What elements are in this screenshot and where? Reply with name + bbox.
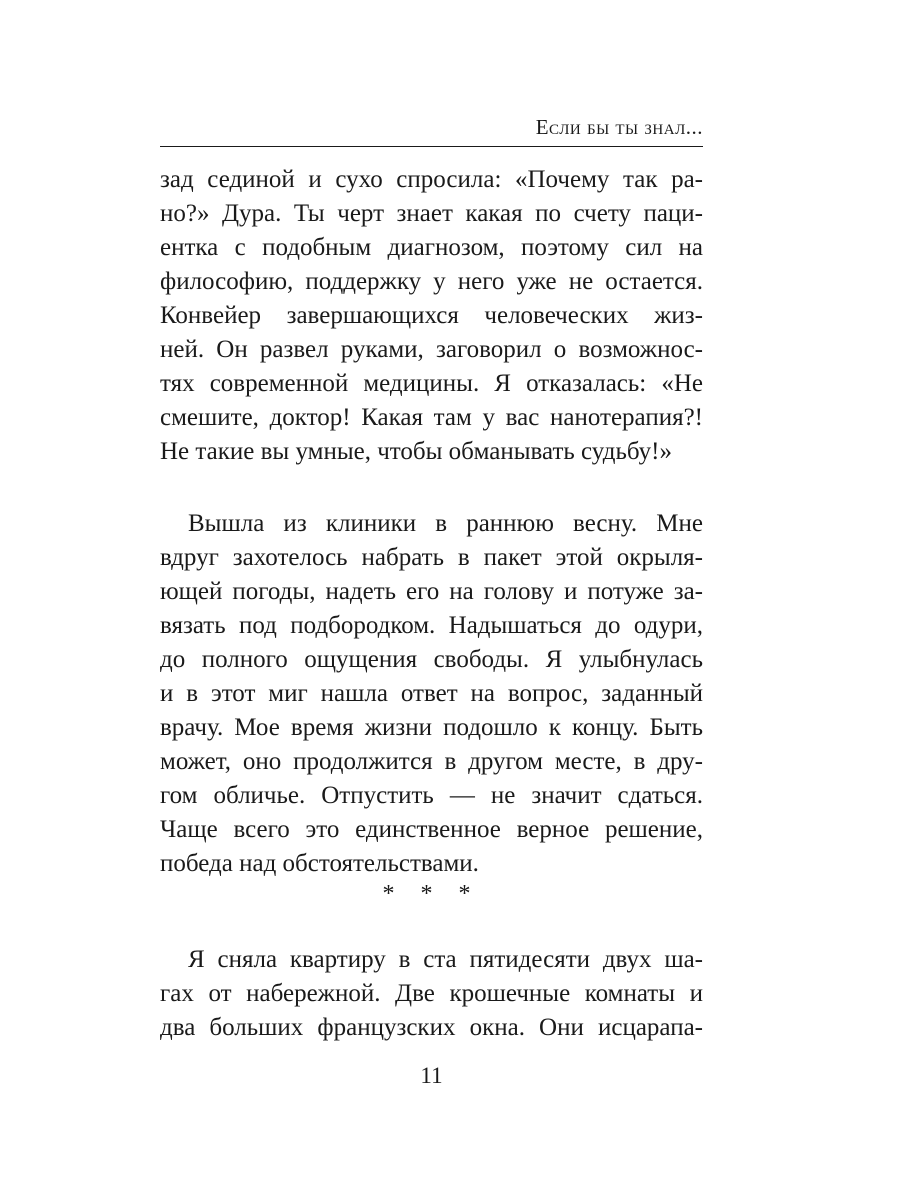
text-line: ентка с подобным диагнозом, поэтому сил на	[160, 234, 703, 261]
text-line: Вышла из клиники в раннюю весну. Мне	[188, 510, 703, 537]
text-line: гом обличье. Отпустить — не значит сдаться.	[160, 782, 703, 809]
paragraph-2	[160, 507, 703, 881]
text-line: вдруг захотелось набрать в пакет этой окрыля-	[160, 544, 703, 571]
text-line: врачу. Мое время жизни подошло к концу. Быть	[160, 714, 703, 741]
paragraph-1	[160, 163, 703, 469]
running-head: Если бы ты знал...	[535, 115, 703, 139]
text-line: но?» Дура. Ты черт знает какая по счету паци-	[160, 200, 703, 227]
text-line: философию, поддержку у него уже не остается.	[160, 268, 703, 295]
text-line: победа над обстоятельствами.	[160, 850, 479, 877]
section-separator: * * *	[382, 881, 481, 907]
text-line: смешите, доктор! Какая там у вас нанотерапия?!	[160, 404, 703, 431]
text-line: гах от набережной. Две крошечные комнаты и	[160, 980, 703, 1007]
text-line: Чаще всего это единственное верное решение,	[160, 816, 703, 843]
text-line: Не такие вы умные, чтобы обманывать судьбу!»	[160, 438, 672, 465]
text-line: может, оно продолжится в другом месте, в дру-	[160, 748, 703, 775]
header-rule	[160, 146, 703, 147]
text-line: до полного ощущения свободы. Я улыбнулась	[160, 646, 703, 673]
text-line: вязать под подбородком. Надышаться до одури,	[160, 612, 703, 639]
text-line: зад сединой и сухо спросила: «Почему так ра-	[160, 166, 703, 193]
text-line: тях современной медицины. Я отказалась: «Не	[160, 370, 703, 397]
text-line: Я сняла квартиру в ста пятидесяти двух ша-	[188, 946, 703, 973]
paragraph-gap	[160, 469, 703, 507]
text-line: и в этот миг нашла ответ на вопрос, заданный	[160, 680, 703, 707]
text-line: ющей погоды, надеть его на голову и потуже за-	[160, 578, 703, 605]
text-line: два больших французских окна. Они исцарапа-	[160, 1014, 703, 1041]
text-line: ней. Он развел руками, заговорил о возможнос-	[160, 336, 703, 363]
text-line: Конвейер завершающихся человеческих жиз-	[160, 302, 703, 329]
page-number: 11	[420, 1063, 443, 1088]
paragraph-3	[160, 943, 703, 1045]
main-text	[160, 163, 703, 881]
